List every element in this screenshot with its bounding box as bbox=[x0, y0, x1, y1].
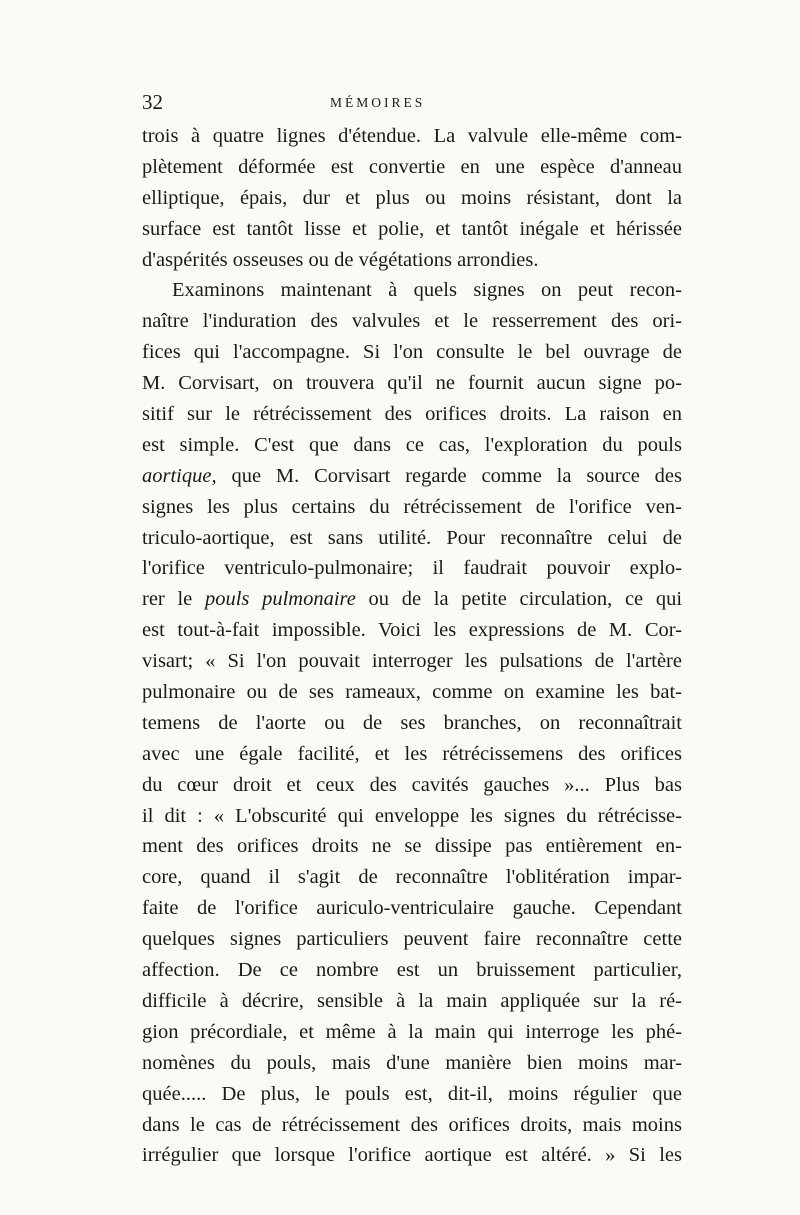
text-line: l'orifice ventriculo-pulmonaire; il faudrait pouvoir explo- bbox=[142, 557, 682, 580]
italic-term: aortique, bbox=[142, 464, 217, 487]
text-line-with-italic bbox=[142, 584, 682, 615]
text-line: temens de l'aorte ou de ses branches, on reconnaîtrait bbox=[142, 711, 682, 734]
text-line: nomènes du pouls, mais d'une manière bien moins mar- bbox=[142, 1051, 682, 1074]
page-number: 32 bbox=[142, 90, 163, 114]
body-text bbox=[142, 121, 682, 1171]
text-line: quelques signes particuliers peuvent faire reconnaître cette bbox=[142, 928, 682, 951]
text-line: est tout-à-fait impossible. Voici les expressions de M. Cor- bbox=[142, 619, 682, 642]
text-line: affection. De ce nombre est un bruissement particulier, bbox=[142, 959, 682, 982]
running-title: MÉMOIRES bbox=[330, 95, 426, 110]
text-line: pulmonaire ou de ses rameaux, comme on examine les bat- bbox=[142, 681, 682, 704]
text-line-with-italic bbox=[142, 461, 682, 492]
text-line: faite de l'orifice auriculo-ventriculaire gauche. Cependant bbox=[142, 897, 682, 920]
text-line: gion précordiale, et même à la main qui interroge les phé- bbox=[142, 1020, 682, 1043]
text-line: d'aspérités osseuses ou de végétations arrondies. bbox=[142, 248, 539, 271]
text-line: quée..... De plus, le pouls est, dit-il, moins régulier que bbox=[142, 1082, 682, 1105]
text-line: core, quand il s'agit de reconnaître l'oblitération impar- bbox=[142, 866, 682, 889]
text-line: Examinons maintenant à quels signes on peut recon- bbox=[172, 279, 682, 302]
text-line: trois à quatre lignes d'étendue. La valvule elle-même com- bbox=[142, 125, 682, 147]
text-line: surface est tantôt lisse et polie, et tantôt inégale et hérissée bbox=[142, 217, 682, 240]
text-line: ment des orifices droits ne se dissipe pas entièrement en- bbox=[142, 835, 682, 858]
text-line: dans le cas de rétrécissement des orifices droits, mais moins bbox=[142, 1113, 682, 1136]
text-line: fices qui l'accompagne. Si l'on consulte le bel ouvrage de bbox=[142, 341, 682, 364]
text-line: avec une égale facilité, et les rétrécissemens des orifices bbox=[142, 742, 682, 765]
text-line: plètement déformée est convertie en une espèce d'anneau bbox=[142, 155, 682, 178]
text-line: est simple. C'est que dans ce cas, l'exploration du pouls bbox=[142, 433, 682, 456]
running-head bbox=[142, 90, 682, 118]
text-line: M. Corvisart, on trouvera qu'il ne fournit aucun signe po- bbox=[142, 372, 682, 395]
text-line: irrégulier que lorsque l'orifice aortique est altéré. » Si les bbox=[142, 1144, 682, 1167]
text-line: il dit : « L'obscurité qui enveloppe les signes du rétrécisse- bbox=[142, 804, 682, 827]
text-line: sitif sur le rétrécissement des orifices droits. La raison en bbox=[142, 403, 682, 426]
text-line: elliptique, épais, dur et plus ou moins résistant, dont la bbox=[142, 186, 682, 209]
italic-term: pouls pulmonaire bbox=[204, 588, 356, 611]
text-line: difficile à décrire, sensible à la main appliquée sur la ré- bbox=[142, 989, 682, 1012]
text-line: visart; « Si l'on pouvait interroger les pulsations de l'artère bbox=[142, 650, 682, 673]
text-fragment: rer le bbox=[142, 588, 193, 611]
text-line: signes les plus certains du rétrécissement de l'orifice ven- bbox=[142, 495, 682, 518]
text-fragment: que M. Corvisart regarde comme la source des bbox=[231, 464, 682, 487]
text-fragment: ou de la petite circulation, ce qui bbox=[368, 588, 683, 611]
text-line: triculo-aortique, est sans utilité. Pour reconnaître celui de bbox=[142, 526, 682, 549]
text-line: naître l'induration des valvules et le resserrement des ori- bbox=[142, 310, 682, 333]
text-line: du cœur droit et ceux des cavités gauches »... Plus bas bbox=[142, 773, 682, 796]
